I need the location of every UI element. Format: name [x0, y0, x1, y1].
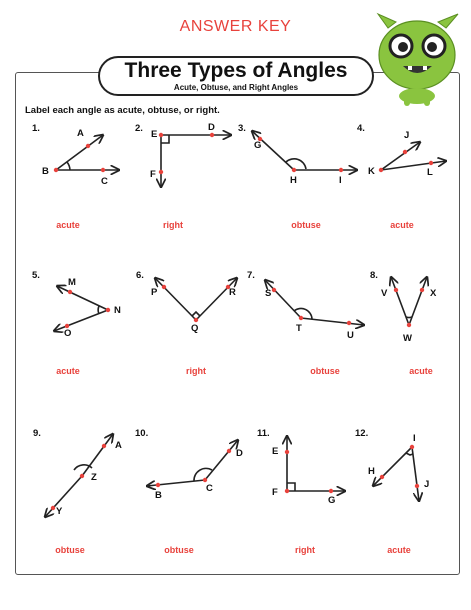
problem-number: 5. — [32, 270, 40, 281]
point-label: R — [229, 287, 236, 298]
point-label: P — [151, 287, 158, 298]
point-label: C — [206, 483, 213, 494]
answer-key-label: ANSWER KEY — [179, 18, 292, 35]
problem-number: 4. — [357, 123, 365, 134]
angle-figure-11 — [287, 436, 345, 491]
angle-figure-8 — [391, 277, 427, 325]
answer-text: right — [295, 545, 315, 555]
answer-text: acute — [56, 220, 80, 230]
answer-text: obtuse — [310, 366, 340, 376]
point-label: Z — [91, 472, 97, 483]
point-label: F — [150, 169, 156, 180]
angle-figure-10 — [147, 440, 238, 486]
point-label: E — [272, 446, 279, 457]
problem-number: 11. — [257, 428, 270, 439]
point-label: X — [430, 288, 437, 299]
point-label: S — [265, 288, 272, 299]
point-label: C — [101, 176, 108, 187]
instruction-text: Label each angle as acute, obtuse, or right. — [25, 105, 220, 116]
point-label: Q — [191, 323, 199, 334]
point-label: O — [64, 328, 72, 339]
answer-text: acute — [390, 220, 414, 230]
point-label: D — [208, 122, 215, 133]
point-label: K — [368, 166, 375, 177]
angle-figure-6 — [155, 278, 237, 320]
angle-figure-12 — [373, 447, 419, 501]
point-label: A — [77, 128, 84, 139]
problem-number: 9. — [33, 428, 41, 439]
problem-number: 12. — [355, 428, 369, 439]
answer-text: obtuse — [164, 545, 194, 555]
point-label: I — [413, 433, 416, 444]
point-label: D — [236, 448, 243, 459]
answer-text: right — [186, 366, 206, 376]
point-label: Y — [56, 506, 63, 517]
point-label: I — [339, 175, 342, 186]
point-label: N — [114, 305, 121, 316]
point-label: E — [151, 129, 158, 140]
point-label: J — [404, 130, 410, 141]
point-label: H — [368, 466, 375, 477]
point-label: G — [328, 495, 336, 506]
problem-number: 7. — [247, 270, 255, 281]
problem-number: 3. — [238, 123, 246, 134]
point-label: B — [155, 490, 162, 501]
problem-number: 6. — [136, 270, 144, 281]
point-label: H — [290, 175, 297, 186]
point-label: U — [347, 330, 354, 341]
angle-figure-1 — [56, 135, 119, 170]
problem-number: 8. — [370, 270, 378, 281]
angle-figure-2 — [161, 135, 231, 187]
page-subtitle: Acute, Obtuse, and Right Angles — [173, 83, 299, 92]
page-title: Three Types of Angles — [124, 59, 348, 82]
angle-figure-5 — [54, 286, 108, 331]
point-label: B — [42, 166, 49, 177]
point-label: G — [254, 140, 262, 151]
angle-figure-3 — [252, 131, 357, 170]
angle-figure-7 — [265, 280, 364, 325]
answer-text: acute — [387, 545, 411, 555]
answer-text: obtuse — [291, 220, 321, 230]
answer-text: acute — [56, 366, 80, 376]
point-label: J — [424, 479, 430, 490]
point-label: M — [68, 277, 76, 288]
point-label: V — [381, 288, 388, 299]
answer-text: right — [163, 220, 183, 230]
problem-number: 1. — [32, 123, 40, 134]
point-label: L — [427, 167, 433, 178]
problem-number: 10. — [135, 428, 149, 439]
problem-number: 2. — [135, 123, 143, 134]
answer-text: obtuse — [55, 545, 85, 555]
point-label: A — [115, 440, 122, 451]
point-label: W — [403, 333, 412, 344]
angle-figure-4 — [381, 142, 446, 170]
answer-text: acute — [409, 366, 433, 376]
point-label: T — [296, 323, 302, 334]
point-label: F — [272, 487, 278, 498]
